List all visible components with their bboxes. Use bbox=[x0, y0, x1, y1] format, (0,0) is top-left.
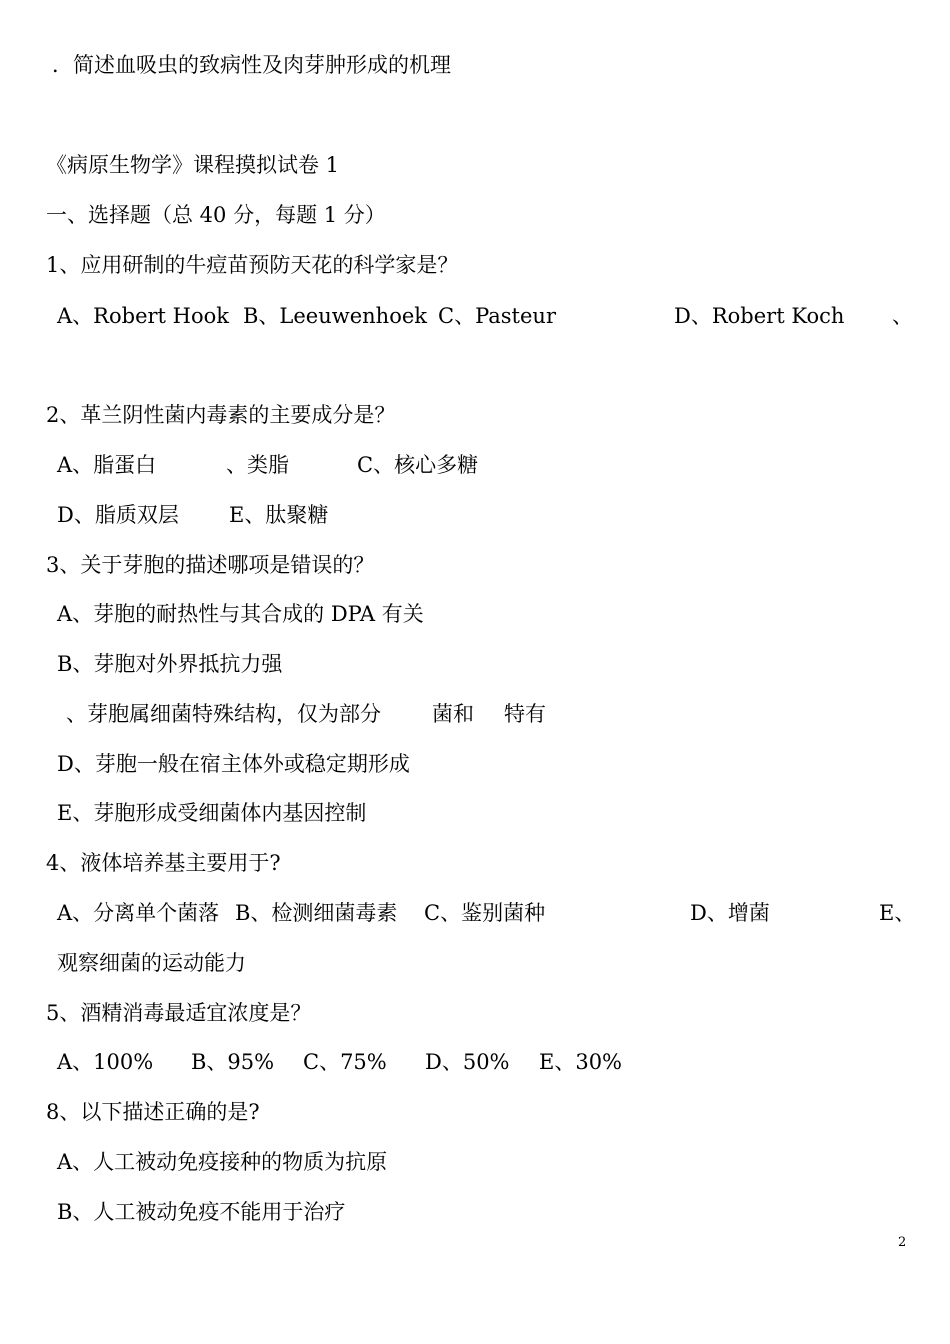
question-3-option-e: E、芽胞形成受细菌体内基因控制 bbox=[57, 801, 367, 825]
question-4-option-b: B、检测细菌毒素 bbox=[235, 901, 398, 925]
question-5-option-a: A、100% bbox=[57, 1050, 154, 1074]
question-2-option-b: 、类脂 bbox=[226, 453, 289, 477]
question-3-stem: 3、关于芽胞的描述哪项是错误的？ bbox=[46, 553, 375, 577]
question-2-option-e: E、肽聚糖 bbox=[229, 503, 329, 527]
question-1-option-d: D、Robert Koch bbox=[674, 304, 845, 328]
essay-question: ．简述血吸虫的致病性及肉芽肿形成的机理 bbox=[52, 53, 451, 77]
exam-title: 《病原生物学》课程摸拟试卷 1 bbox=[46, 153, 340, 177]
question-5-option-b: B、95% bbox=[191, 1050, 275, 1074]
question-4-stem: 4、液体培养基主要用于? bbox=[46, 851, 281, 875]
page-number: 2 bbox=[898, 1235, 907, 1250]
question-1-option-b: B、Leeuwenhoek bbox=[243, 304, 428, 328]
question-2-option-a: A、脂蛋白 bbox=[57, 453, 157, 477]
question-8-option-b: B、人工被动免疫不能用于治疗 bbox=[57, 1200, 346, 1224]
question-5-stem: 5、酒精消毒最适宜浓度是？ bbox=[46, 1001, 312, 1025]
question-5-option-d: D、50% bbox=[425, 1050, 510, 1074]
question-3-option-d: D、芽胞一般在宿主体外或稳定期形成 bbox=[57, 752, 410, 776]
question-5-option-c: C、75% bbox=[303, 1050, 387, 1074]
question-4-option-e: E、 bbox=[879, 901, 916, 925]
question-8-stem: 8、以下描述正确的是? bbox=[46, 1100, 260, 1124]
question-8-option-a: A、人工被动免疫接种的物质为抗原 bbox=[57, 1150, 388, 1174]
question-4-option-c: C、鉴别菌种 bbox=[424, 901, 546, 925]
question-2-option-c: C、核心多糖 bbox=[357, 453, 479, 477]
section-heading: 一、选择题（总 40 分，每题 1 分） bbox=[46, 203, 386, 227]
question-1-option-c: C、Pasteur bbox=[438, 304, 556, 328]
question-1-option-e: 、 bbox=[892, 304, 913, 328]
question-4-option-a: A、分离单个菌落 bbox=[57, 901, 220, 925]
question-3-option-a: A、芽胞的耐热性与其合成的 DPA 有关 bbox=[57, 602, 424, 626]
question-1-stem: 1、应用研制的牛痘苗预防天花的科学家是？ bbox=[46, 253, 459, 277]
question-3-option-c-part2: 菌和 bbox=[432, 702, 474, 726]
question-5-option-e: E、30% bbox=[539, 1050, 623, 1074]
question-1-option-a: A、Robert Hook bbox=[57, 304, 229, 328]
question-3-option-c-part3: 特有 bbox=[504, 702, 546, 726]
question-3-option-c: 、芽胞属细菌特殊结构，仅为部分 bbox=[66, 702, 381, 726]
question-2-option-d: D、脂质双层 bbox=[57, 503, 179, 527]
question-2-stem: 2、革兰阴性菌内毒素的主要成分是？ bbox=[46, 403, 396, 427]
question-3-option-b: B、芽胞对外界抵抗力强 bbox=[57, 652, 283, 676]
question-4-option-d: D、增菌 bbox=[690, 901, 770, 925]
question-4-option-e-text: 观察细菌的运动能力 bbox=[57, 951, 246, 975]
